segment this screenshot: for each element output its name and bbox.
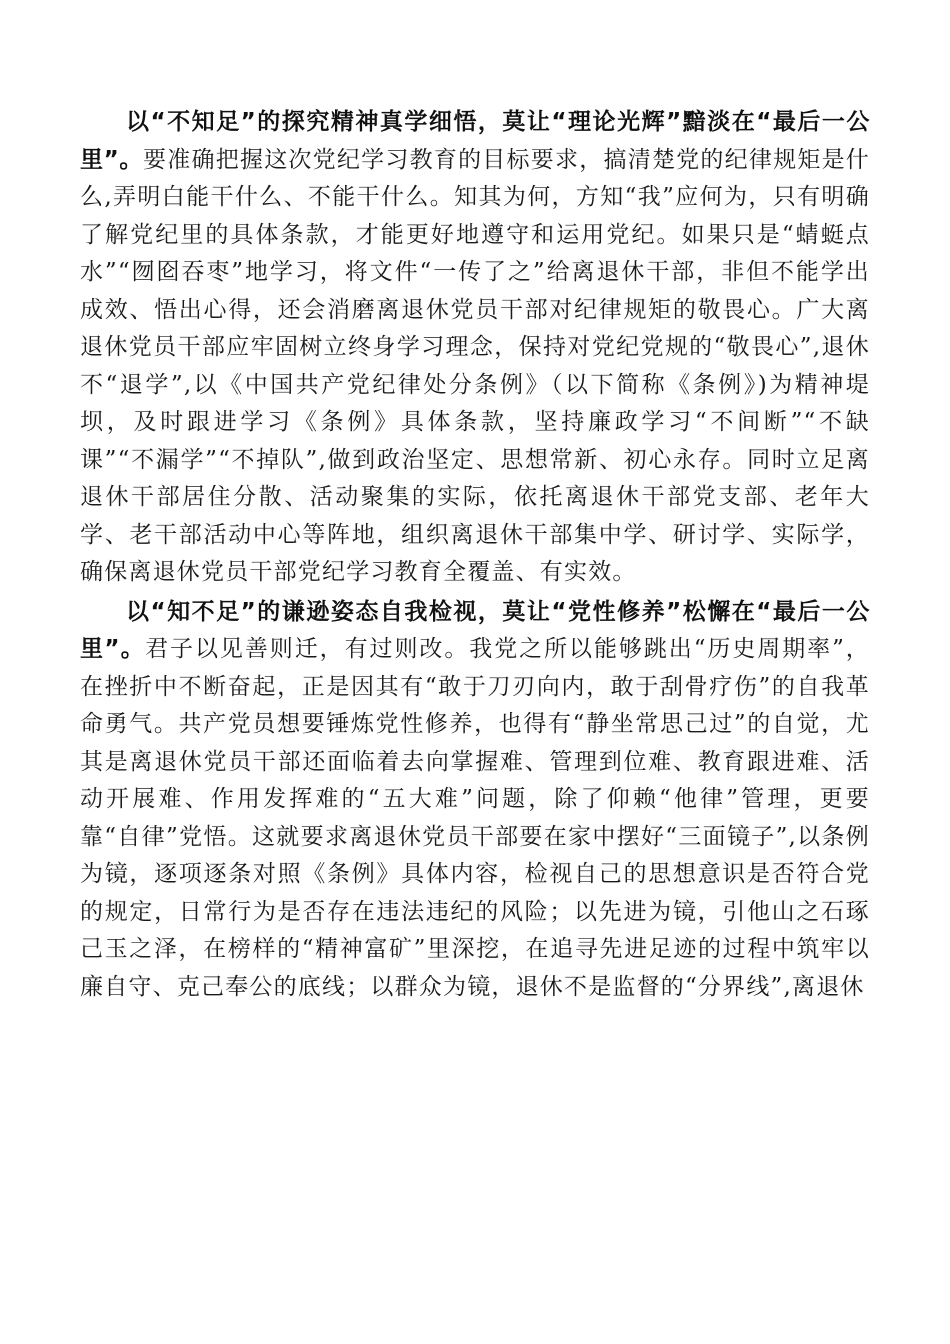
- paragraph-2-heading: 以“知不足”的谦逊姿态自我检视，莫让“党性修养”松懈在“最后一公里”。: [80, 598, 870, 662]
- paragraph-1-heading: 以“不知足”的探究精神真学细悟，莫让“理论光辉”黯淡在“最后一公里”。: [80, 109, 870, 173]
- paragraph-1-text: 要准确把握这次党纪学习教育的目标要求，搞清楚党的纪律规矩是什么,弄明白能干什么、不能干什么。知其为何，方知“我”应何为，只有明确了解党纪里的具体条款，才能更好地遵守和运用党纪。如果只是“蜻蜓点水”“囫囵吞枣”地学习，将文件“一传了之”给离退休干部，非但不能学出成效、悟出心得，还会消磨离退休党员干部对纪律规矩的敬畏心。广大离退休党员干部应牢固树立终身学习理念，保持对党纪党规的“敬畏心”,退休不“退学”,以《中国共产党纪律处分条例》（以下简称《条例》)为精神堤坝，及时跟进学习《条例》具体条款，坚持廉政学习“不间断”“不缺课”“不漏学”“不掉队”,做到政治坚定、思想常新、初心永存。同时立足离退休干部居住分散、活动聚集的实际，依托离退休干部党支部、老年大学、老干部活动中心等阵地，组织离退休干部集中学、研讨学、实际学，确保离退休党员干部党纪学习教育全覆盖、有实效。: [80, 146, 871, 585]
- paragraph-2-text: 君子以见善则迁，有过则改。我党之所以能够跳出“历史周期率”，在挫折中不断奋起，正是因其有“敢于刀刃向内，敢于刮骨疗伤”的自我革命勇气。共产党员想要锤炼党性修养，也得有“静坐常思己过”的自觉，尤其是离退休党员干部还面临着去向掌握难、管理到位难、教育跟进难、活动开展难、作用发挥难的“五大难”问题，除了仰赖“他律”管理，更要靠“自律”党悟。这就要求离退休党员干部要在家中摆好“三面镜子”,以条例为镜，逐项逐条对照《条例》具体内容，检视自己的思想意识是否符合党的规定，日常行为是否存在违法违纪的风险；以先进为镜，引他山之石琢己玉之泽，在榜样的“精神富矿”里深挖，在追寻先进足迹的过程中筑牢以廉自守、克己奉公的底线；以群众为镜，退休不是监督的“分界线”,离退休: [80, 636, 870, 1000]
- paragraph-1: [80, 104, 870, 592]
- document-body: [80, 104, 870, 1006]
- paragraph-2: [80, 594, 870, 1007]
